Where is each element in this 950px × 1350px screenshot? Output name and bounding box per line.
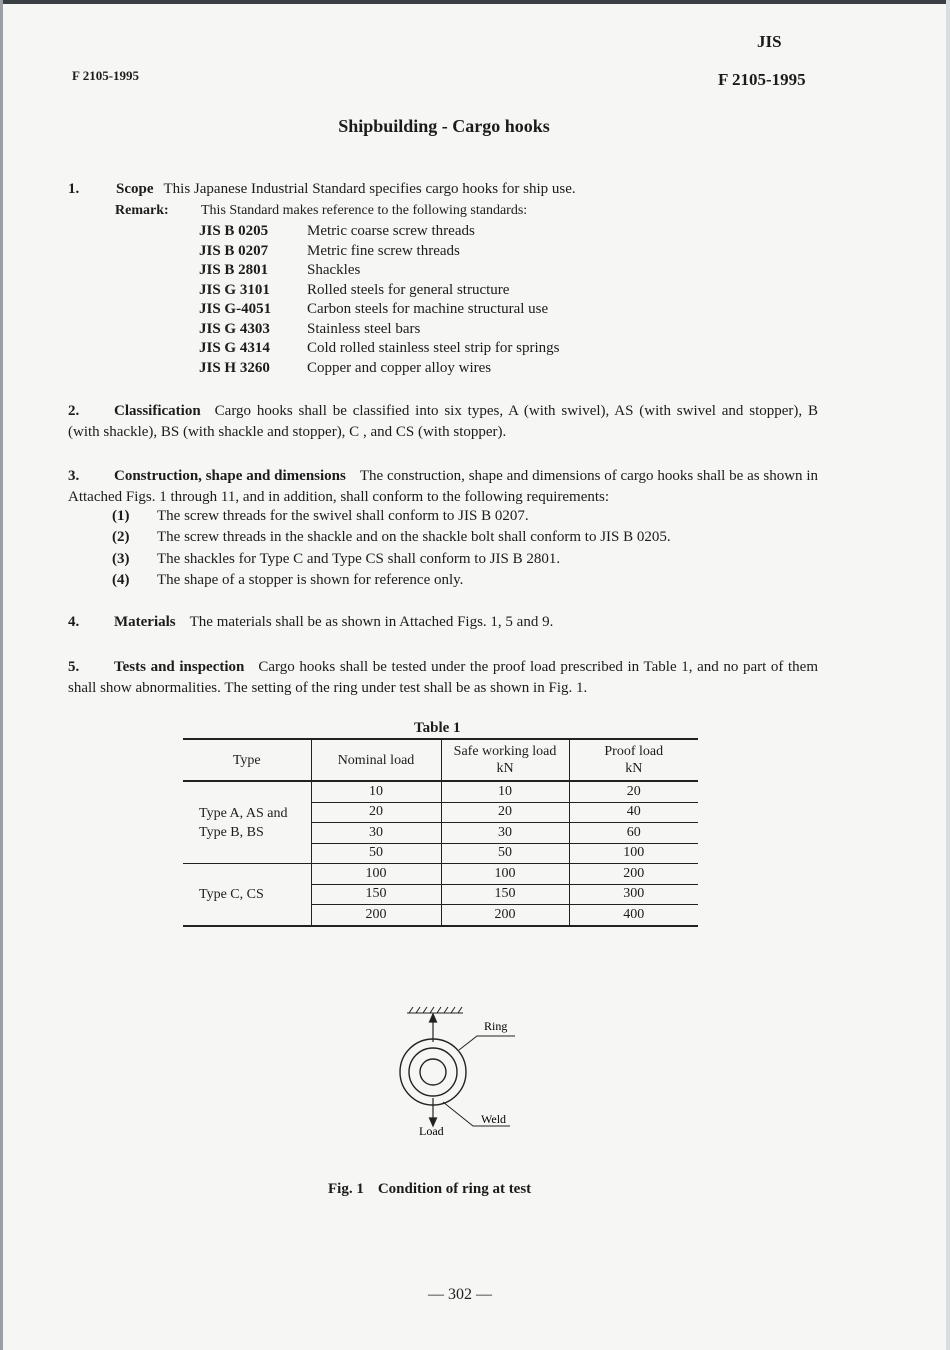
reference-title: Cold rolled stainless steel strip for springs [307,340,560,356]
list-item-number: (3) [112,550,130,567]
load-table [183,738,698,927]
section-2-paragraph [68,401,818,443]
reference-code: JIS G 4303 [199,320,270,337]
cell-proof: 20 [569,781,698,802]
header-type: Type [183,739,311,781]
type-group-a-line1: Type A, AS and [199,805,288,821]
list-item [112,549,671,570]
cell-nominal: 100 [311,864,441,885]
reference-item [199,281,559,301]
cell-swl: 30 [441,823,569,844]
upper-pull-arrow [430,1014,437,1042]
section-1-text: This Japanese Industrial Standard specifies cargo hooks for ship use. [163,181,576,197]
list-item-number: (2) [112,529,130,546]
list-item-number: (1) [112,508,130,524]
section-4-number: 4. [68,614,80,630]
header-proof-unit: kN [625,761,643,776]
reference-title: Shackles [307,262,361,278]
fixed-support-hatch [407,1007,463,1013]
section-4-paragraph [68,612,818,633]
doc-number-right: F 2105-1995 [718,70,806,89]
cell-swl: 150 [441,884,569,905]
reference-title: Metric fine screw threads [307,242,460,259]
reference-code: JIS G-4051 [199,301,272,317]
doc-number-left: F 2105-1995 [72,68,140,83]
page-number-value: 302 [448,1286,472,1303]
page-number-dash-right: — [472,1286,492,1303]
cell-nominal: 10 [311,781,441,802]
load-arrow [430,1098,437,1126]
section-5-paragraph [68,657,818,699]
ring-outer [400,1039,466,1105]
type-group-c: Type C, CS [183,864,311,926]
scan-edge-right [946,0,950,1350]
cell-proof: 100 [569,843,698,864]
header-swl-label: Safe working load [453,744,557,759]
reference-item [199,320,559,340]
figure-caption-text: Condition of ring at test [377,1181,532,1197]
remark-label: Remark: [115,203,169,218]
section-1-heading: Scope [116,181,154,197]
cell-proof: 300 [569,884,698,905]
page-number [428,1286,492,1304]
cell-nominal: 20 [311,802,441,823]
list-item-text: The screw threads for the swivel shall conform to JIS B 0207. [157,508,529,524]
reference-item [199,300,559,320]
page-number-dash-left: — [428,1286,448,1303]
reference-title: Metric coarse screw threads [307,223,475,239]
reference-title: Copper and copper alloy wires [307,359,492,376]
cell-nominal: 200 [311,905,441,926]
type-group-a-line2: Type B, BS [199,824,264,840]
ring-leader-line [459,1036,515,1050]
reference-item [199,261,559,281]
header-proof-label: Proof load [604,744,664,759]
list-item-text: The screw threads in the shackle and on the shackle bolt shall conform to JIS B 0205. [157,529,671,546]
cell-swl: 20 [441,802,569,823]
cell-swl: 10 [441,781,569,802]
reference-item [199,359,559,379]
table-row [183,781,698,802]
cell-swl: 50 [441,843,569,864]
figure-caption [328,1181,531,1198]
reference-code: JIS B 0207 [199,242,269,259]
reference-code: JIS G 4314 [199,340,270,356]
reference-code: JIS H 3260 [199,359,270,376]
list-item-text: The shackles for Type C and Type CS shall conform to JIS B 2801. [157,550,561,567]
reference-item [199,242,559,262]
figure-caption-number: Fig. 1 [328,1181,364,1197]
remark-line [115,203,527,219]
cell-nominal: 30 [311,823,441,844]
list-item [112,527,671,548]
cell-nominal: 150 [311,884,441,905]
scan-edge-left [0,0,3,1350]
reference-title: Stainless steel bars [307,320,421,337]
section-3-number: 3. [68,468,80,484]
table-row [183,864,698,885]
cell-swl: 200 [441,905,569,926]
ring-test-figure [395,1000,535,1150]
list-item [112,570,671,591]
section-2-number: 2. [68,403,80,419]
weld-label: Weld [481,1112,507,1126]
cell-proof: 60 [569,823,698,844]
load-label: Load [419,1124,444,1138]
reference-title: Rolled steels for general structure [307,281,510,298]
ring-inner [409,1048,457,1096]
requirements-list [112,506,671,591]
ring-label: Ring [484,1019,508,1033]
list-item [112,506,671,527]
section-3-paragraph [68,466,818,508]
section-5-text: Cargo hooks shall be tested under the proof load prescribed in Table 1, and no part of them shall show abnormalities. The setting of the ring under test shall be as shown in Fig. 1. [68,659,819,696]
section-1-number: 1. [68,181,80,197]
section-4-heading: Materials [114,614,176,630]
reference-code: JIS B 0205 [199,223,269,239]
reference-item [199,222,559,242]
table-caption: Table 1 [414,720,461,736]
cell-swl: 100 [441,864,569,885]
remark-text: This Standard makes reference to the following standards: [201,203,528,218]
section-2-heading: Classification [114,403,201,419]
list-item-number: (4) [112,571,130,588]
reference-item [199,339,559,359]
pin-circle [420,1059,446,1085]
section-5-number: 5. [68,659,80,675]
cell-proof: 400 [569,905,698,926]
jis-mark: JIS [757,32,782,51]
section-4-text: The materials shall be as shown in Attached Figs. 1, 5 and 9. [189,614,554,630]
section-5-heading: Tests and inspection [114,659,245,675]
table-header-row [183,739,698,781]
cell-proof: 40 [569,802,698,823]
header-nominal-load: Nominal load [311,739,441,781]
header-safe-working-load [441,739,569,781]
reference-code: JIS B 2801 [199,262,269,278]
cell-proof: 200 [569,864,698,885]
page-title: Shipbuilding - Cargo hooks [338,116,550,136]
reference-title: Carbon steels for machine structural use [307,301,549,317]
header-swl-unit: kN [496,761,514,776]
list-item-text: The shape of a stopper is shown for reference only. [157,571,464,588]
reference-list [199,222,559,378]
section-1-line [68,181,576,198]
section-3-heading: Construction, shape and dimensions [114,468,346,484]
section-3-text: The construction, shape and dimensions of cargo hooks shall be as shown in Attached Figs. 1 through 11, and in addition, shall conform to the following requirements: [68,468,818,505]
header-proof-load [569,739,698,781]
reference-code: JIS G 3101 [199,281,270,298]
cell-nominal: 50 [311,843,441,864]
section-2-text: Cargo hooks shall be classified into six types, A (with swivel), AS (with swivel and stopper), B (with shackle), BS (with shackle and stopper), C , and CS (with stopper). [68,403,818,440]
scan-edge-top [0,0,950,4]
type-group-a [183,781,311,864]
